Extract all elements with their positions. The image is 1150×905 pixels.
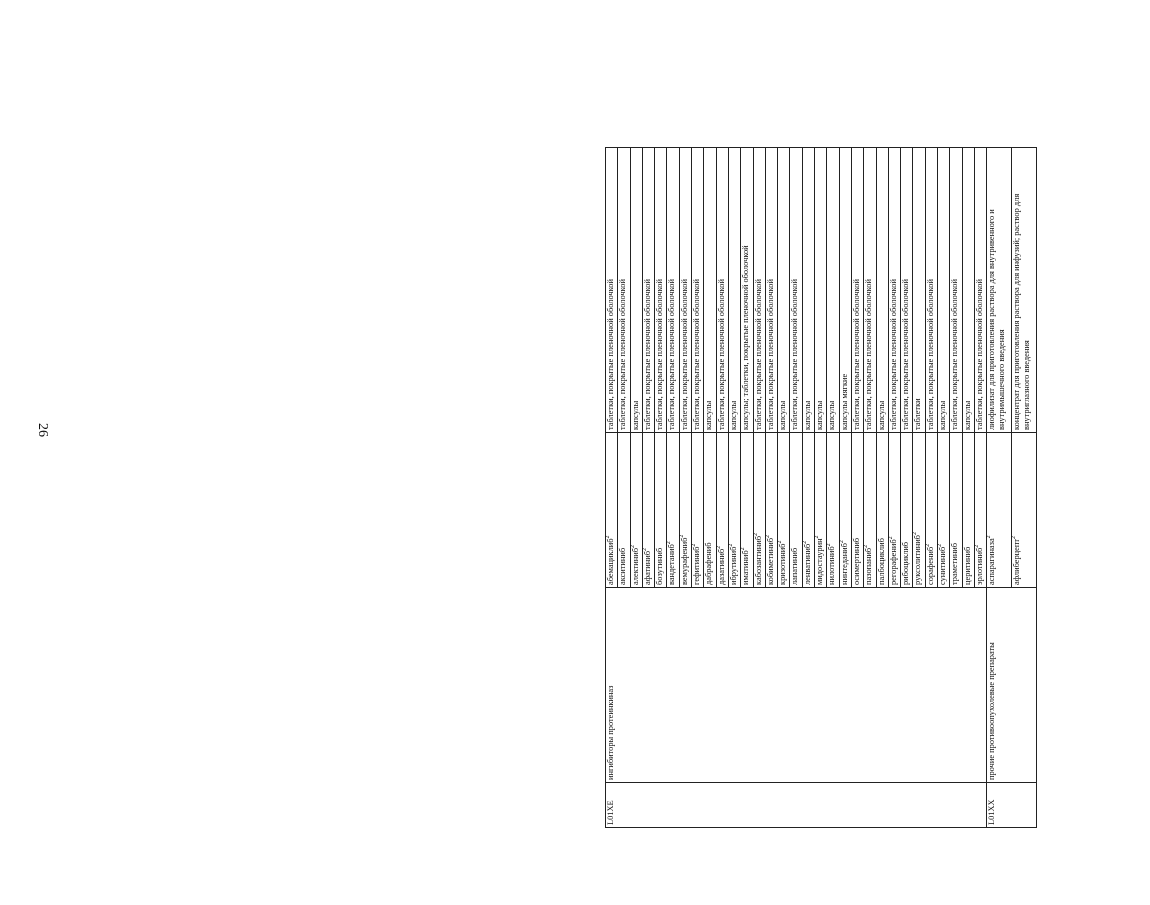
drug-name-cell: [851, 433, 863, 588]
drug-name: афатиниб: [642, 550, 652, 585]
dosage-form-cell: капсулы: [815, 148, 827, 433]
drug-table: [605, 147, 1037, 828]
drug-name-cell: [950, 433, 962, 588]
drug-name-cell: [753, 433, 765, 588]
footnote-mark: 2: [986, 535, 993, 539]
footnote-mark: 2: [826, 543, 833, 547]
dosage-form-cell: таблетки, покрытые пленочной оболочкой: [888, 148, 900, 433]
drug-name: абемациклиб: [606, 538, 615, 585]
footnote-mark: 2: [752, 533, 759, 537]
dosage-form-cell: таблетки, покрытые пленочной оболочкой: [642, 148, 654, 433]
drug-name: палбоциклиб: [876, 538, 886, 585]
page-number: 26: [35, 423, 50, 437]
drug-name-cell: [728, 433, 740, 588]
footnote-mark: 2: [814, 535, 821, 539]
group-name-cell: ингибиторы протеинкиназ: [606, 588, 987, 783]
footnote-mark: 2: [863, 544, 870, 548]
dosage-form-cell: капсулы: [962, 148, 974, 433]
atc-code-cell: L01XX: [987, 783, 1037, 828]
drug-name-cell: [938, 433, 950, 588]
drug-name: нинтеданиб: [839, 543, 849, 585]
drug-name: иматиниб: [741, 550, 751, 585]
drug-name: дазатиниб: [716, 548, 726, 585]
drug-name: вандетаниб: [667, 544, 677, 585]
footnote-mark: 2: [974, 544, 981, 548]
dosage-form-cell: капсулы; таблетки, покрытые пленочной оболочкой: [741, 148, 753, 433]
drug-name-cell: [765, 433, 777, 588]
drug-name: сорафениб: [925, 546, 935, 585]
drug-name: пазопаниб: [864, 547, 874, 585]
drug-name: кабозантиниб: [753, 536, 763, 585]
dosage-form-cell: капсулы мягкие: [839, 148, 851, 433]
footnote-mark: 2: [777, 540, 784, 544]
drug-name-cell: [778, 433, 790, 588]
dosage-form-cell: капсулы: [778, 148, 790, 433]
drug-name-cell: [667, 433, 679, 588]
dosage-form-cell: капсулы: [802, 148, 814, 433]
dosage-form-cell: таблетки: [913, 148, 925, 433]
drug-name-cell: [642, 433, 654, 588]
dosage-form-cell: капсулы: [938, 148, 950, 433]
dosage-form-cell: концентрат для приготовления раствора для инфузий; раствор для внутриглазного введения: [1012, 148, 1037, 433]
drug-name: осимертиниб: [851, 537, 861, 585]
drug-name: лапатиниб: [790, 547, 800, 585]
dosage-form-cell: таблетки, покрытые пленочной оболочкой: [655, 148, 667, 433]
dosage-form-cell: таблетки, покрытые пленочной оболочкой: [667, 148, 679, 433]
dosage-form-cell: таблетки, покрытые пленочной оболочкой: [790, 148, 802, 433]
drug-name-cell: [815, 433, 827, 588]
drug-name: нилотиниб: [827, 546, 837, 585]
footnote-mark: 2: [924, 543, 931, 547]
footnote-mark: 2: [937, 543, 944, 547]
drug-name: траметиниб: [950, 542, 960, 585]
drug-name: кобиметиниб: [765, 538, 775, 585]
drug-name: эрлотиниб: [974, 547, 984, 585]
dosage-form-cell: капсулы: [704, 148, 716, 433]
footnote-mark: 2: [801, 540, 808, 544]
atc-code-cell: L01XE: [606, 783, 987, 828]
drug-name: акситиниб: [618, 547, 628, 585]
drug-name: ибрутиниб: [728, 546, 738, 585]
dosage-form-cell: таблетки, покрытые пленочной оболочкой: [692, 148, 704, 433]
drug-name-cell: [864, 433, 876, 588]
footnote-mark: 2: [912, 532, 919, 536]
footnote-mark: 2: [1011, 536, 1018, 539]
drug-name-cell: [925, 433, 937, 588]
drug-name-cell: [790, 433, 802, 588]
drug-name-cell: [692, 433, 704, 588]
drug-name: гефитиниб: [692, 546, 702, 585]
drug-name-cell: [606, 433, 618, 588]
drug-name-cell: [827, 433, 839, 588]
dosage-form-cell: лиофилизат для приготовления раствора для внутривенного и внутримышечного введения: [987, 148, 1012, 433]
drug-name: регорафениб: [888, 539, 898, 585]
drug-name-cell: [679, 433, 691, 588]
footnote-mark: 2: [666, 541, 673, 545]
footnote-mark: 2: [715, 545, 722, 549]
drug-name-cell: [618, 433, 630, 588]
dosage-form-cell: таблетки, покрытые пленочной оболочкой: [950, 148, 962, 433]
dosage-form-cell: таблетки, покрытые пленочной оболочкой: [851, 148, 863, 433]
drug-name-cell: [962, 433, 974, 588]
drug-name-cell: [888, 433, 900, 588]
drug-name-cell: [741, 433, 753, 588]
dosage-form-cell: таблетки, покрытые пленочной оболочкой: [716, 148, 728, 433]
footnote-mark: 2: [838, 540, 845, 544]
table-row: [987, 148, 1012, 828]
dosage-form-cell: таблетки, покрытые пленочной оболочкой: [679, 148, 691, 433]
group-name-cell: прочие противоопухолевые препараты: [987, 588, 1037, 783]
dosage-form-cell: таблетки, покрытые пленочной оболочкой: [901, 148, 913, 433]
drug-name-cell: [839, 433, 851, 588]
drug-name: сунитиниб: [938, 546, 948, 585]
dosage-form-cell: капсулы: [630, 148, 642, 433]
drug-name: кризотиниб: [778, 543, 788, 585]
drug-name-cell: [630, 433, 642, 588]
table-row: [606, 148, 618, 828]
drug-name-cell: [1012, 433, 1037, 588]
dosage-form-cell: капсулы: [876, 148, 888, 433]
footnote-mark: 2: [740, 547, 747, 551]
footnote-mark: 2: [888, 536, 895, 540]
dosage-form-cell: таблетки, покрытые пленочной оболочкой: [765, 148, 777, 433]
drug-name: алектиниб: [630, 547, 640, 585]
footnote-mark: 2: [629, 544, 636, 548]
drug-name: афлиберцепт: [1012, 539, 1022, 585]
drug-name-cell: [716, 433, 728, 588]
drug-name-cell: [802, 433, 814, 588]
dosage-form-cell: таблетки, покрытые пленочной оболочкой: [753, 148, 765, 433]
drug-name-cell: [655, 433, 667, 588]
dosage-form-cell: таблетки, покрытые пленочной оболочкой: [974, 148, 986, 433]
drug-name-cell: [913, 433, 925, 588]
drug-name: ленватиниб: [802, 543, 812, 585]
drug-name-cell: [704, 433, 716, 588]
footnote-mark: 2: [691, 543, 698, 547]
footnote-mark: 2: [728, 543, 735, 547]
dosage-form-cell: таблетки, покрытые пленочной оболочкой: [864, 148, 876, 433]
dosage-form-cell: капсулы: [728, 148, 740, 433]
dosage-form-cell: таблетки, покрытые пленочной оболочкой: [606, 148, 618, 433]
drug-name-cell: [974, 433, 986, 588]
drug-name: вемурафениб: [679, 537, 689, 585]
drug-name-cell: [901, 433, 913, 588]
footnote-mark: 2: [678, 534, 685, 538]
drug-name: аспарагиназа: [987, 538, 997, 585]
footnote-mark: 2: [605, 535, 612, 539]
drug-name-cell: [876, 433, 888, 588]
drug-name: церитиниб: [962, 546, 972, 585]
drug-name: руксолитиниб: [913, 535, 923, 585]
drug-name: дабрафениб: [704, 542, 714, 585]
dosage-form-cell: таблетки, покрытые пленочной оболочкой: [618, 148, 630, 433]
footnote-mark: 2: [765, 535, 772, 539]
drug-list-sheet: [605, 148, 1150, 828]
drug-name: рибоциклиб: [901, 541, 911, 585]
dosage-form-cell: таблетки, покрытые пленочной оболочкой: [925, 148, 937, 433]
footnote-mark: 2: [642, 547, 649, 551]
dosage-form-cell: капсулы: [827, 148, 839, 433]
drug-name: мидостаурин: [815, 538, 825, 585]
drug-name-cell: [987, 433, 1012, 588]
drug-name: бозутиниб: [655, 547, 665, 585]
